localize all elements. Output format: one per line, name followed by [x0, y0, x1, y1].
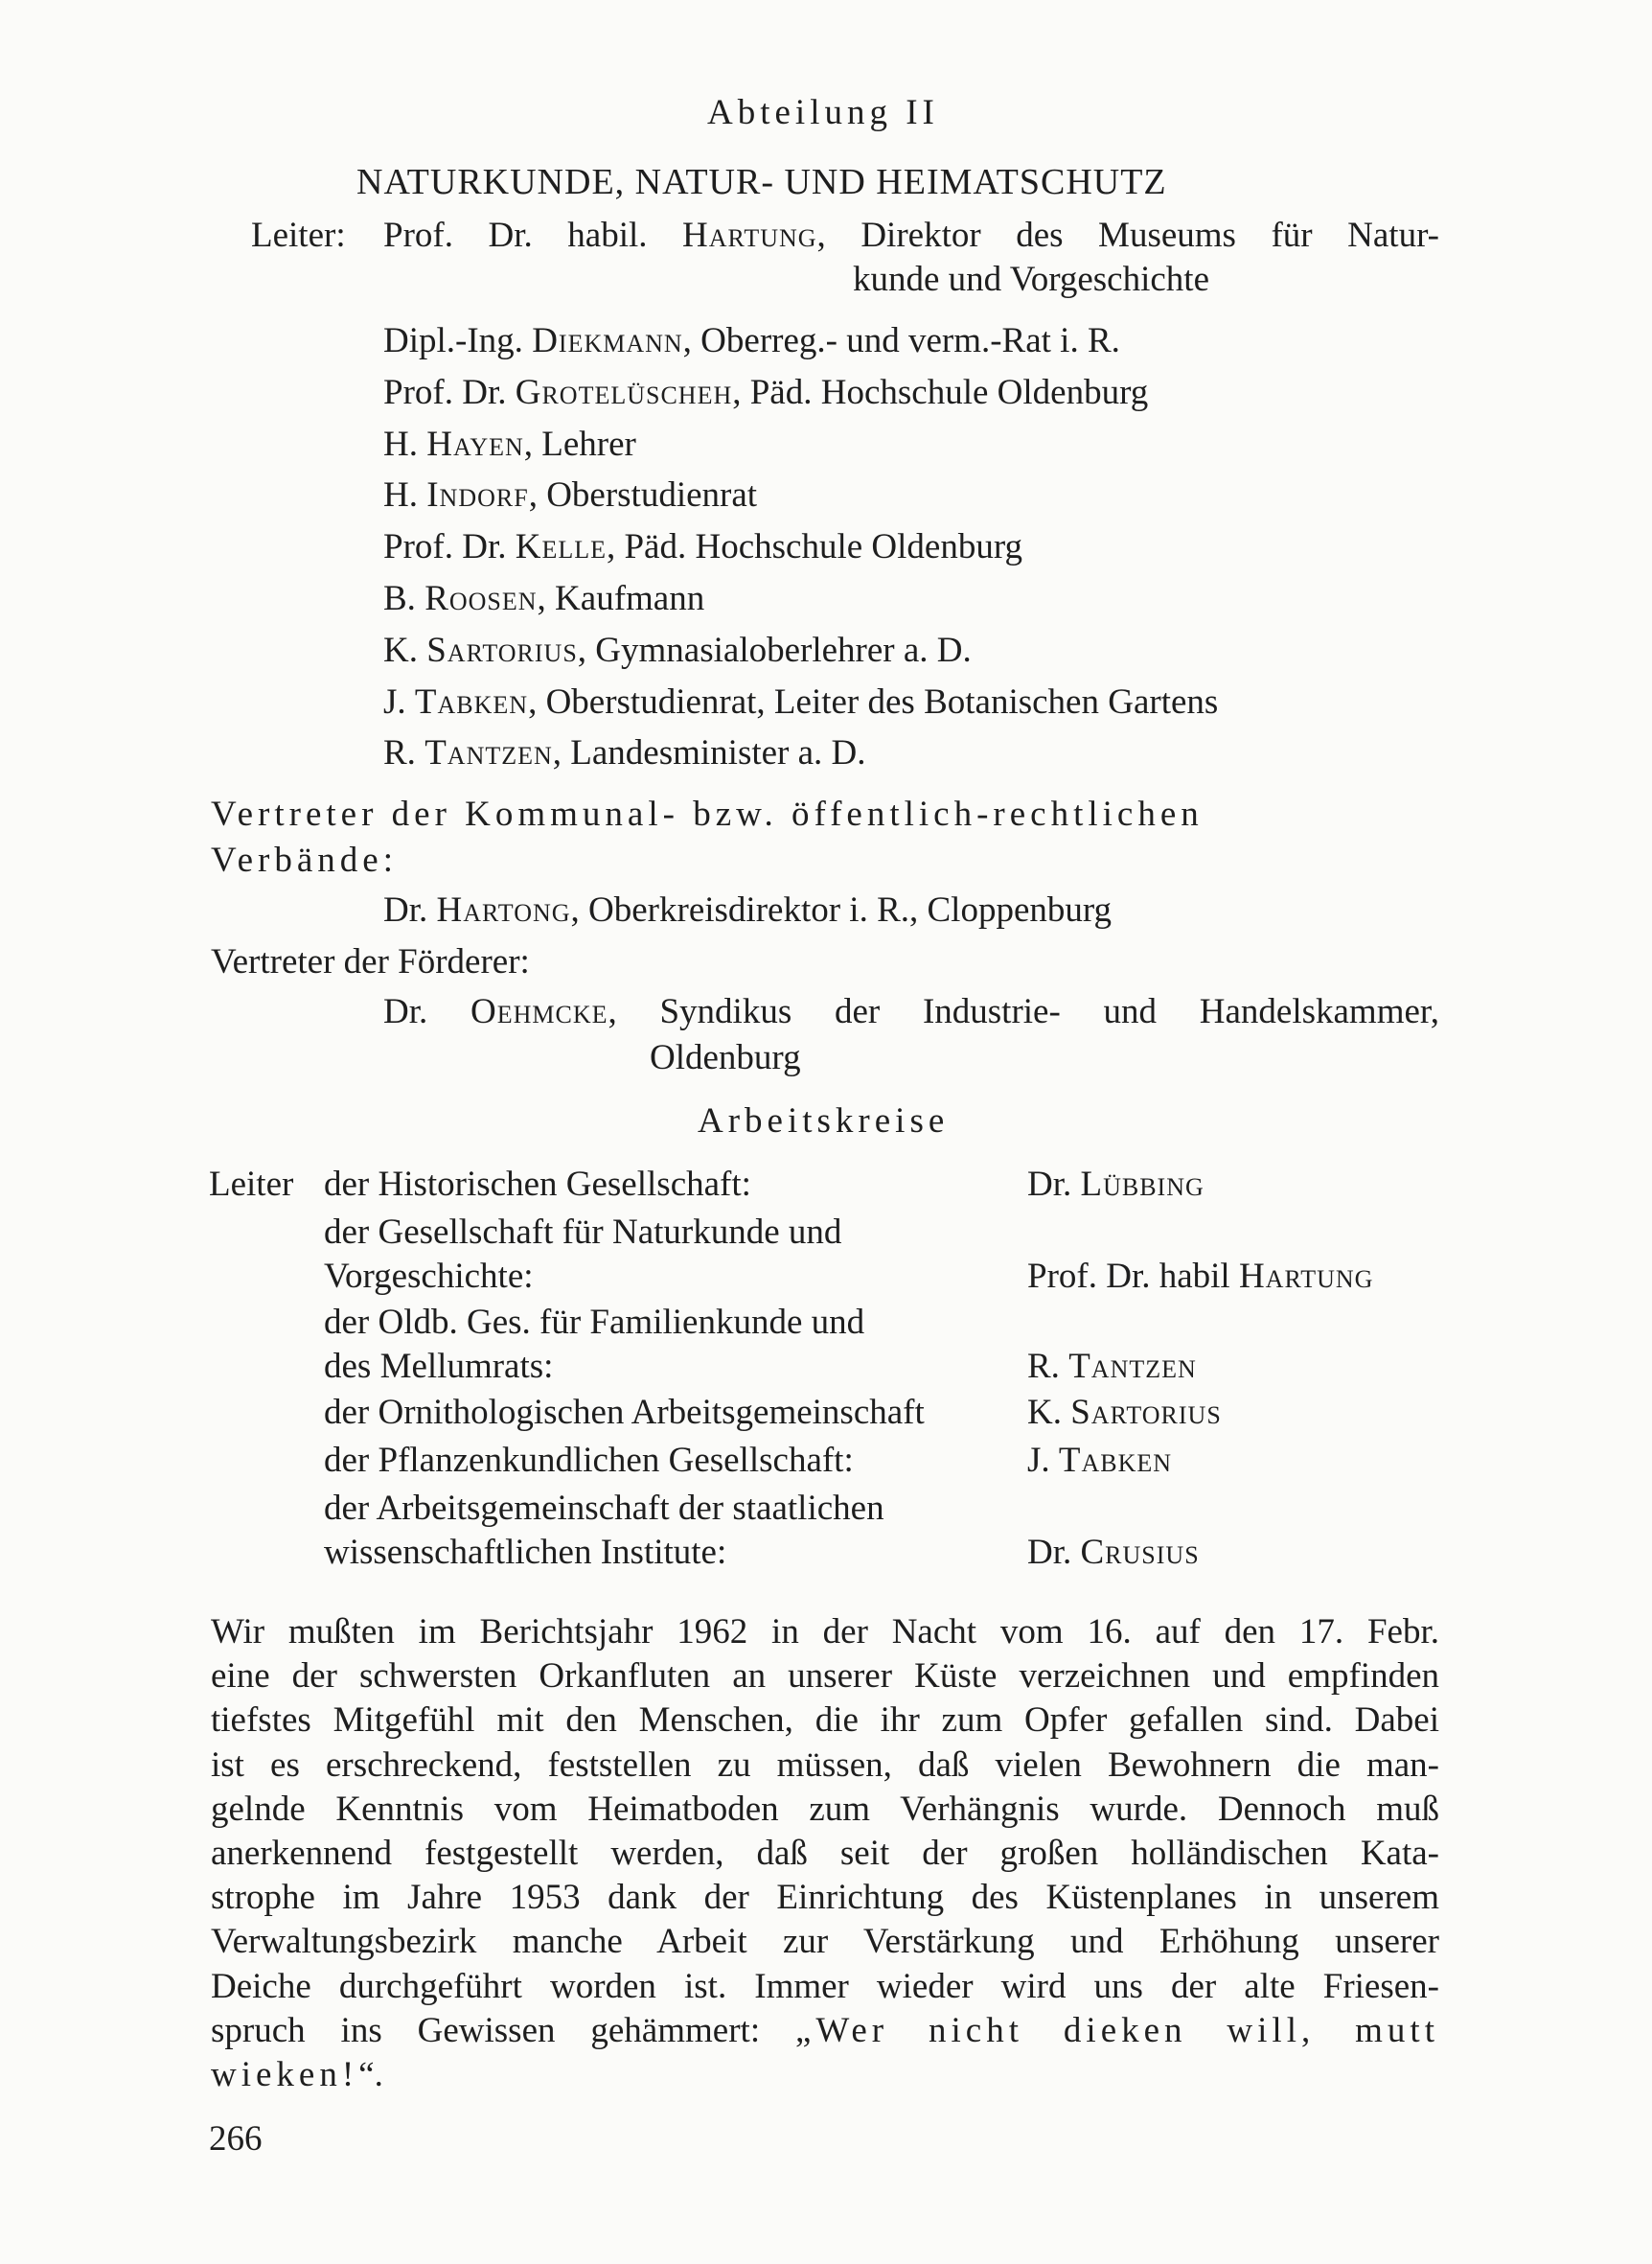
paragraph-line: gelnde Kenntnis vom Heimatboden zum Verhängnis wurde. Dennoch muß [211, 1789, 1439, 1829]
person-prefix: Dr. [1027, 1533, 1081, 1572]
member-role: , Oberstudienrat, Leiter des Botanischen Gartens [528, 682, 1219, 722]
paragraph-line [211, 2009, 1439, 2053]
member-role: , Landesminister a. D. [552, 733, 866, 773]
member-prefix: Prof. Dr. [383, 373, 516, 412]
member-name: Tabken [414, 682, 529, 722]
sponsor-name: Oehmcke [470, 992, 608, 1031]
working-group-name: Vorgeschichte: [324, 1257, 534, 1296]
working-group-person [1027, 1344, 1197, 1390]
member-name: Hayen [426, 425, 524, 464]
communal-name: Hartong [436, 890, 571, 930]
working-group-name: des Mellumrats: [324, 1347, 554, 1386]
paragraph-quote: „Wer nicht dieken will, mutt [795, 2010, 1439, 2050]
member-entry [383, 370, 1148, 416]
member-role: , Oberstudienrat [528, 475, 758, 515]
member-name: Grotelüscheh [515, 373, 733, 412]
person-name: Tantzen [1068, 1347, 1197, 1386]
leader-prefix: Prof. Dr. habil. [383, 216, 683, 255]
paragraph-line: Verwaltungsbezirk manche Arbeit zur Verstärkung und Erhöhung unserer [211, 1922, 1439, 1962]
communal-member [383, 888, 1112, 934]
person-name: Hartung [1238, 1257, 1374, 1296]
working-group-name: der Arbeitsgemeinschaft der staatlichen [324, 1489, 884, 1528]
member-name: Roosen [424, 579, 538, 618]
paragraph-line: ist es erschreckend, feststellen zu müssen, daß vielen Bewohnern die man- [211, 1744, 1439, 1785]
sponsor-role: , Syndikus der Industrie- und Handelskammer, [608, 992, 1439, 1031]
sponsor-prefix: Dr. [383, 992, 470, 1031]
member-entry [383, 730, 866, 776]
working-group-person [1027, 1254, 1373, 1300]
paragraph-punctuation: “. [358, 2055, 383, 2095]
working-group-name: der Ornithologischen Arbeitsgemeinschaft [324, 1393, 925, 1432]
person-prefix: K. [1027, 1393, 1071, 1432]
member-role: , Päd. Hochschule Oldenburg [606, 527, 1022, 566]
member-entry [383, 473, 757, 519]
member-name: Indorf [426, 475, 529, 515]
member-name: Kelle [515, 527, 607, 566]
paragraph-quote-end: wieken! [211, 2055, 359, 2095]
person-name: Sartorius [1070, 1393, 1222, 1432]
working-group-person [1027, 1438, 1172, 1484]
person-prefix: Dr. [1027, 1165, 1081, 1204]
communal-prefix: Dr. [383, 890, 437, 930]
paragraph-line: Wir mußten im Berichtsjahr 1962 in der Nacht vom 16. auf den 17. Febr. [211, 1612, 1439, 1652]
leader-line-1 [383, 213, 1439, 259]
member-entry [383, 628, 972, 674]
member-role: , Gymnasialoberlehrer a. D. [577, 631, 972, 670]
sponsors-heading: Vertreter der Förderer: [211, 942, 530, 982]
member-prefix: J. [383, 682, 415, 722]
working-group-name: wissenschaftlichen Institute: [324, 1533, 727, 1572]
paragraph-line: strophe im Jahre 1953 dank der Einrichtung des Küstenplanes in unserem [211, 1878, 1439, 1918]
communal-role: , Oberkreisdirektor i. R., Cloppenburg [570, 890, 1113, 930]
member-role: , Kaufmann [537, 579, 705, 618]
working-group-person [1027, 1390, 1222, 1436]
person-prefix: J. [1027, 1441, 1059, 1480]
member-entry [383, 422, 636, 468]
paragraph-line: Deiche durchgeführt worden ist. Immer wieder wird uns der alte Friesen- [211, 1966, 1439, 2006]
leader-role: , Direktor des Museums für Natur- [816, 216, 1439, 255]
member-prefix: Prof. Dr. [383, 527, 516, 566]
paragraph-text: spruch ins Gewissen gehämmert: [211, 2010, 795, 2050]
section-label: Abteilung II [707, 93, 939, 132]
person-prefix: R. [1027, 1347, 1069, 1386]
member-prefix: R. [383, 733, 425, 773]
member-prefix: H. [383, 475, 427, 515]
member-role: , Päd. Hochschule Oldenburg [732, 373, 1149, 412]
member-role: , Lehrer [523, 425, 636, 464]
working-groups-leader-label: Leiter [209, 1165, 294, 1204]
working-group-person [1027, 1162, 1205, 1208]
member-entry [383, 318, 1120, 364]
member-prefix: B. [383, 579, 425, 618]
leader-line-2: kunde und Vorgeschichte [853, 260, 1210, 299]
working-groups-heading: Arbeitskreise [698, 1101, 950, 1141]
working-group-name: der Gesellschaft für Naturkunde und [324, 1213, 842, 1252]
member-prefix: H. [383, 425, 427, 464]
member-entry [383, 680, 1218, 726]
communal-heading-2: Verbände: [211, 841, 398, 880]
person-prefix: Prof. Dr. habil [1027, 1257, 1239, 1296]
paragraph-line: tiefstes Mitgefühl mit den Menschen, die ihr zum Opfer gefallen sind. Dabei [211, 1700, 1439, 1741]
working-group-person [1027, 1530, 1200, 1576]
paragraph-line [211, 2053, 1439, 2097]
leader-name: Hartung [682, 216, 817, 255]
person-name: Tabken [1058, 1441, 1173, 1480]
working-group-name: der Oldb. Ges. für Familienkunde und [324, 1303, 865, 1342]
communal-heading-1: Vertreter der Kommunal- bzw. öffentlich-rechtlichen [211, 795, 1204, 834]
page-number: 266 [209, 2119, 263, 2159]
person-name: Crusius [1080, 1533, 1200, 1572]
person-name: Lübbing [1080, 1165, 1205, 1204]
member-name: Diekmann [532, 321, 683, 360]
member-entry [383, 524, 1022, 570]
paragraph-line: anerkennend festgestellt werden, daß seit der großen holländischen Kata- [211, 1834, 1439, 1874]
working-group-name: der Historischen Gesellschaft: [324, 1165, 751, 1204]
member-prefix: K. [383, 631, 427, 670]
paragraph-line: eine der schwersten Orkanfluten an unserer Küste verzeichnen und empfinden [211, 1656, 1439, 1697]
sponsor-member-line-2: Oldenburg [650, 1038, 801, 1077]
working-group-name: der Pflanzenkundlichen Gesellschaft: [324, 1441, 854, 1480]
sponsor-member-line-1 [383, 989, 1439, 1035]
section-title: NATURKUNDE, NATUR- UND HEIMATSCHUTZ [356, 162, 1167, 202]
member-name: Tantzen [424, 733, 553, 773]
member-prefix: Dipl.-Ing. [383, 321, 533, 360]
body-paragraph [211, 1610, 1439, 2097]
member-role: , Oberreg.- und verm.-Rat i. R. [682, 321, 1120, 360]
leader-label: Leiter: [251, 216, 346, 255]
member-entry [383, 576, 704, 622]
member-name: Sartorius [426, 631, 578, 670]
